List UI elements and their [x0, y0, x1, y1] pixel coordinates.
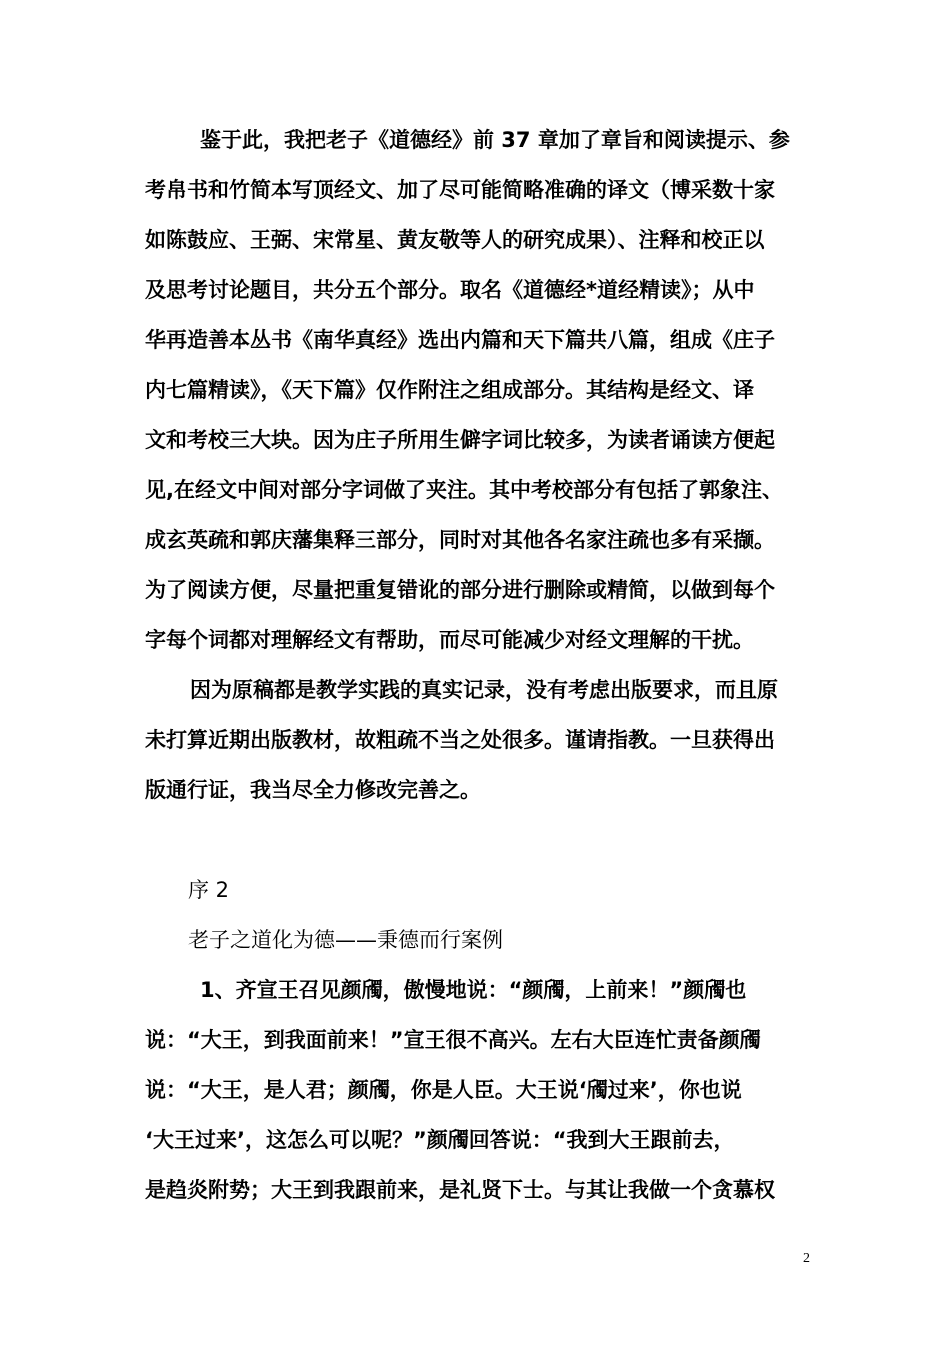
paragraph-1-line-7: 文和考校三大块。因为庄子所用生僻字词比较多，为读者诵读方便起 [145, 428, 775, 452]
paragraph-1-line-9: 成玄英疏和郭庆藩集释三部分，同时对其他各名家注疏也多有采撷。 [145, 528, 775, 552]
paragraph-1-line-11: 字每个词都对理解经文有帮助，而尽可能减少对经文理解的干扰。 [145, 628, 754, 652]
paragraph-2-line-2: 未打算近期出版教材，故粗疏不当之处很多。谨请指教。一旦获得出 [145, 728, 775, 752]
paragraph-1-line-3: 如陈鼓应、王弼、宋常星、黄友敬等人的研究成果）、注释和校正以 [145, 228, 765, 252]
paragraph-1-line-6: 内七篇精读》，《天下篇》仅作附注之组成部分。其结构是经文、译 [145, 378, 754, 402]
paragraph-1-line-4: 及思考讨论题目，共分五个部分。取名《道德经*道经精读》；从中 [145, 278, 755, 302]
paragraph-1-line-8: 见,在经文中间对部分字词做了夹注。其中考校部分有包括了郭象注、 [145, 478, 783, 502]
paragraph-3-line-2: 说：“大王，到我面前来！”宣王很不高兴。左右大臣连忙责备颜斶 [145, 1028, 761, 1052]
section-heading: 序 2 [188, 878, 230, 902]
paragraph-1-line-5: 华再造善本丛书《南华真经》选出内篇和天下篇共八篇，组成《庄子 [145, 328, 775, 352]
paragraph-3-line-5: 是趋炎附势；大王到我跟前来，是礼贤下士。与其让我做一个贪慕权 [145, 1178, 775, 1202]
page-number: 2 [803, 1251, 810, 1266]
paragraph-1-line-2: 考帛书和竹简本写顶经文、加了尽可能简略准确的译文（博采数十家 [145, 178, 775, 202]
section-subtitle: 老子之道化为德——秉德而行案例 [188, 928, 503, 952]
paragraph-3-line-1: 1、齐宣王召见颜斶，傲慢地说：“颜斶，上前来！”颜斶也 [200, 978, 747, 1002]
paragraph-1-line-1: 鉴于此，我把老子《道德经》前 37 章加了章旨和阅读提示、参 [200, 128, 790, 152]
paragraph-2-line-3: 版通行证，我当尽全力修改完善之。 [145, 778, 481, 802]
paragraph-2-line-1: 因为原稿都是教学实践的真实记录，没有考虑出版要求，而且原 [190, 678, 778, 702]
paragraph-3-line-3: 说：“大王，是人君；颜斶，你是人臣。大王说‘斶过来’，你也说 [145, 1078, 742, 1102]
paragraph-1-line-10: 为了阅读方便，尽量把重复错讹的部分进行删除或精简，以做到每个 [145, 578, 775, 602]
paragraph-3-line-4: ‘大王过来’，这怎么可以呢？”颜斶回答说：“我到大王跟前去， [145, 1128, 735, 1152]
